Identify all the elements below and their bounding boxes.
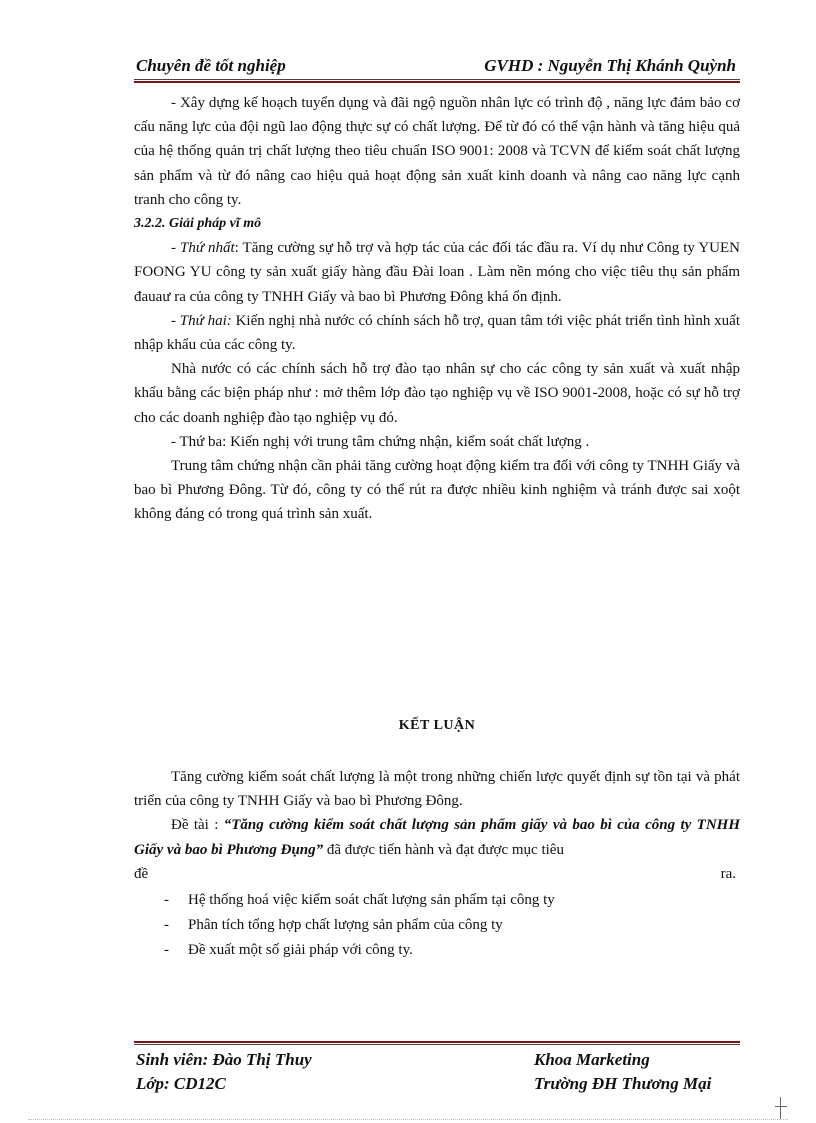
conclusion-intro: Tăng cường kiểm soát chất lượng là một trong những chiến lược quyết định sự tồn tại và phát triển của công ty TNHH Giấy và bao bì Phương Đông. bbox=[134, 769, 740, 810]
list-item-text: Hệ thống hoá việc kiểm soát chất lượng sản phẩm tại công ty bbox=[188, 892, 555, 909]
list-item bbox=[134, 913, 740, 938]
header-thesis-title: Chuyên đề tốt nghiệp bbox=[136, 56, 286, 75]
paragraph-first bbox=[134, 236, 740, 309]
footer-rule bbox=[134, 1041, 740, 1045]
topic-suffix: đã được tiến hành và đạt được mục tiêu bbox=[323, 841, 564, 858]
dash-bullet: - bbox=[164, 892, 169, 909]
page-break-line bbox=[28, 1119, 788, 1120]
paragraph-state-support: Nhà nước có các chính sách hỗ trợ đào tạo nhân sự cho các công ty sản xuất và xuất nhập khẩu bằng các biện pháp như : mở thêm lớp đào tạo nghiệp vụ về ISO 9001-2008, hoặc có sự hỗ trợ cho các doanh nghiệp đào tạo nghiệp vụ đó. bbox=[134, 361, 740, 426]
goal-left: đề bbox=[134, 865, 149, 882]
page-header bbox=[134, 56, 740, 80]
list-item-text: Phân tích tổng hợp chất lượng sản phẩm của công ty bbox=[188, 916, 503, 933]
paragraph-hr-plan: - Xây dựng kế hoạch tuyển dụng và đãi ngộ nguồn nhân lực có trình độ , năng lực đảm bảo cơ cấu năng lực của đội ngũ lao động thực sự có chất lượng. Để từ đó có thể vận hành và tăng hiệu quả của hệ thống quản trị chất lượng theo tiêu chuẩn ISO 9001: 2008 và TCVN để kiểm soát chất lượng sản phẩm và từ đó nâng cao hiệu quả hoạt động sản xuất kinh doanh và nâng cao năng lực cạnh tranh cho công ty. bbox=[134, 95, 740, 208]
conclusion-topic bbox=[134, 813, 740, 861]
header-rule bbox=[134, 79, 740, 83]
list-item bbox=[134, 888, 740, 913]
second-text: Kiến nghị nhà nước có chính sách hỗ trợ, quan tâm tới việc phát triển tình hình xuất nhập khẩu của các công ty. bbox=[134, 312, 740, 354]
dash-bullet: - bbox=[164, 941, 169, 958]
section-heading: 3.2.2. Giải pháp vĩ mô bbox=[134, 216, 262, 232]
paragraph-third: - Thứ ba: Kiến nghị với trung tâm chứng nhận, kiểm soát chất lượng . bbox=[171, 433, 590, 450]
margin-crop-mark bbox=[775, 1097, 787, 1119]
conclusion-list bbox=[134, 888, 740, 962]
first-text: : Tăng cường sự hỗ trợ và hợp tác của các đối tác đầu ra. Ví dụ như Công ty YUEN FOONG YU công ty sản xuất giấy hàng đầu Đài loan . Làm nền móng cho việc tiêu thụ sản phẩm đauaư ra của công ty TNHH Giấy và bao bì Phương Đông khá ổn định. bbox=[134, 240, 740, 305]
footer-student: Sinh viên: Đào Thị Thuy bbox=[136, 1050, 312, 1069]
first-label: - Thứ nhất bbox=[171, 240, 235, 257]
footer-left bbox=[136, 1048, 312, 1096]
topic-title: “Tăng cường kiểm soát chất lượng sản phẩm giấy và bao bì của công ty TNHH Giấy và bao bì Phương Đụng” bbox=[134, 817, 740, 858]
page-footer bbox=[134, 1048, 740, 1098]
paragraph-second bbox=[134, 309, 740, 357]
paragraph-certification-center: Trung tâm chứng nhận cần phải tăng cường hoạt động kiểm tra đối với công ty TNHH Giấy và bao bì Phương Đông. Từ đó, công ty có thể rút ra được nhiều kinh nghiệm và tránh được sai xoột không đáng có trong quá trình sản xuất. bbox=[134, 458, 740, 523]
dash-bullet: - bbox=[164, 916, 169, 933]
header-supervisor: GVHD : Nguyễn Thị Khánh Quỳnh bbox=[484, 56, 736, 75]
footer-school: Trường ĐH Thương Mại bbox=[534, 1074, 712, 1093]
conclusion-title: KẾT LUẬN bbox=[398, 718, 476, 733]
list-item bbox=[134, 938, 740, 963]
footer-right bbox=[534, 1048, 711, 1096]
goal-line bbox=[134, 862, 740, 886]
footer-class: Lớp: CD12C bbox=[136, 1074, 226, 1093]
footer-faculty: Khoa Marketing bbox=[534, 1050, 650, 1069]
goal-right: ra. bbox=[720, 865, 736, 882]
document-body bbox=[134, 91, 740, 527]
list-item-text: Đề xuất một số giải pháp với công ty. bbox=[188, 941, 413, 958]
topic-prefix: Đề tài : bbox=[171, 817, 224, 834]
second-label: - Thứ hai: bbox=[171, 312, 232, 329]
conclusion-section bbox=[134, 765, 740, 962]
